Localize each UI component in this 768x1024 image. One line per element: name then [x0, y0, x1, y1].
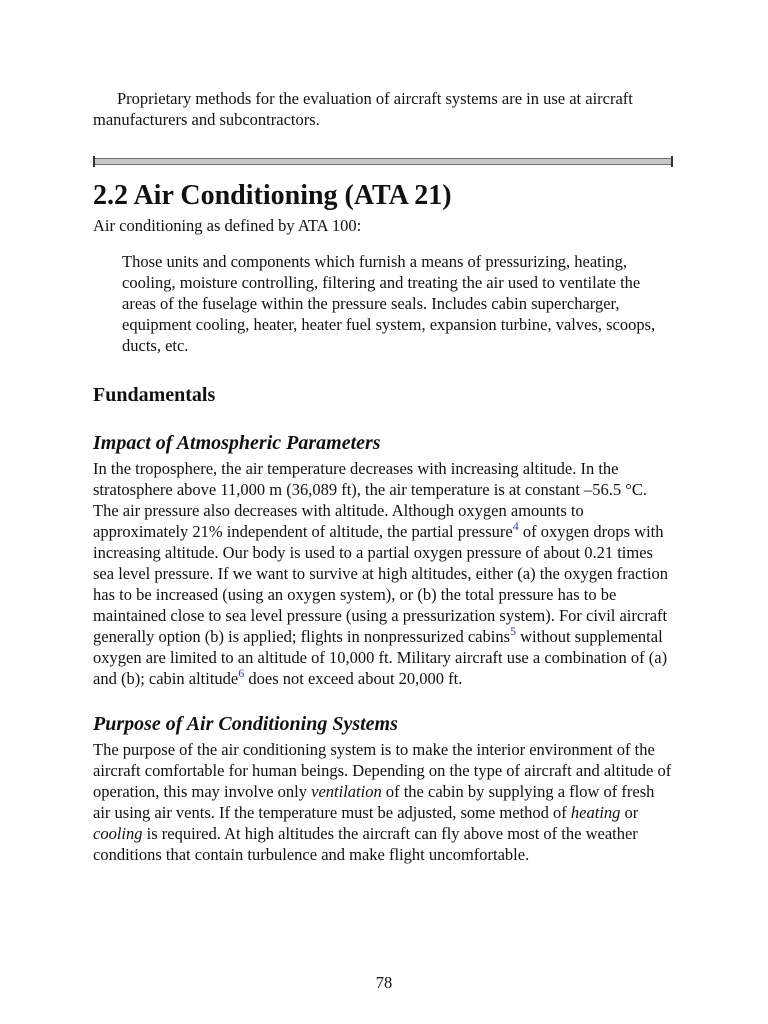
footnote-ref-5[interactable]: 5: [510, 624, 516, 638]
definition-quote: Those units and components which furnish a means of pressurizing, heating, cooling, moisture controlling, filtering and treating the air used to ventilate the areas of the fuselage within the pressure seals. Includes cabin supercharger, equipment cooling, heater, heater fuel system, expansion turbine, valves, scoops, ducts, etc.: [122, 252, 656, 355]
section-divider: [93, 158, 673, 165]
impact-text-1: In the troposphere, the air temperature decreases with increasing altitude. In the stratosphere above 11,000 m (36,089 ft), the air temperature is at constant –56.5 °C. The air pressure also decreases with altitude. Although oxygen amounts to approximately 21% independent of altitude, the partial pressure: [93, 459, 648, 541]
purpose-heading: Purpose of Air Conditioning Systems: [93, 713, 398, 735]
footnote-ref-4[interactable]: 4: [512, 519, 519, 533]
purpose-emphasis-cooling: cooling: [93, 824, 143, 843]
impact-text-4: does not exceed about 20,000 ft.: [244, 669, 463, 688]
purpose-paragraph: [93, 739, 673, 865]
purpose-emphasis-heating: heating: [570, 803, 621, 822]
fundamentals-heading: Fundamentals: [93, 384, 216, 406]
purpose-emphasis-ventilation: ventilation: [311, 782, 382, 801]
impact-heading: Impact of Atmospheric Parameters: [93, 432, 381, 454]
impact-text-2: of oxygen drops with increasing altitude. Our body is used to a partial oxygen pressure of about 0.21 times sea level pressure. If we want to survive at high altitudes, either (a) the oxygen fraction has to be increased (using an oxygen system), or (b) the total pressure has to be maintained close to sea level pressure (using a pressurization system). For civil aircraft generally option (b) is applied; flights in nonpressurized cabins: [93, 522, 669, 646]
impact-text-3: without supplemental oxygen are limited to an altitude of 10,000 ft. Military aircraft use a combination of (a) and (b); cabin altitude: [93, 627, 668, 688]
page-content: [93, 88, 673, 865]
footnote-ref-6[interactable]: 6: [238, 666, 245, 680]
purpose-text-2: of the cabin by supplying a flow of fresh air using air vents. If the temperature must be adjusted, some method of: [93, 782, 655, 822]
page-number: 78: [375, 973, 393, 992]
purpose-text-4: is required. At high altitudes the aircraft can fly above most of the weather conditions that contain turbulence and make flight uncomfortable.: [93, 824, 638, 864]
definition-intro: Air conditioning as defined by ATA 100:: [93, 216, 362, 235]
section-heading: 2.2 Air Conditioning (ATA 21): [93, 180, 452, 211]
purpose-text-3: or: [620, 803, 639, 822]
impact-paragraph: [93, 458, 673, 689]
intro-paragraph: Proprietary methods for the evaluation of aircraft systems are in use at aircraft manufacturers and subcontractors.: [93, 89, 633, 129]
purpose-text-1: The purpose of the air conditioning system is to make the interior environment of the aircraft comfortable for human beings. Depending on the type of aircraft and altitude of operation, this may involve only: [93, 740, 672, 801]
